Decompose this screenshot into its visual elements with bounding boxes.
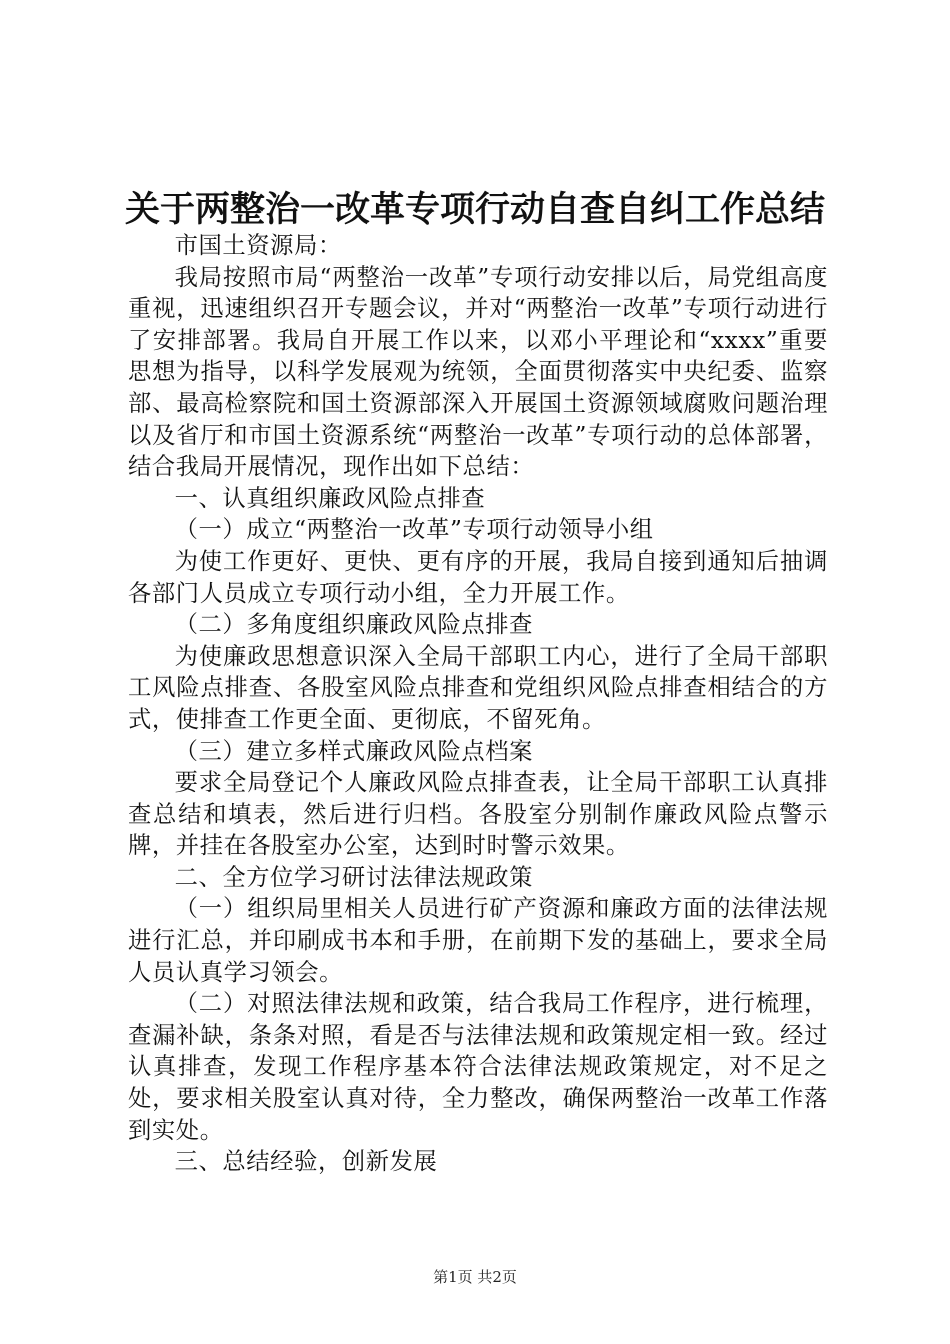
subsection-heading-1-2: （二）多角度组织廉政风险点排查 bbox=[174, 611, 534, 639]
subsection-heading-1-1: （一）成立“两整治一改革”专项行动领导小组 bbox=[174, 516, 654, 544]
paragraph-1-1: 为使工作更好、更快、更有序的开展，我局自接到通知后抽调各部门人员成立专项行动小组，全力开展工作。 bbox=[128, 547, 828, 607]
section-heading-1: 一、认真组织廉政风险点排查 bbox=[174, 484, 486, 512]
page-number-footer: 第1页 共2页 bbox=[433, 1268, 517, 1286]
document-title: 关于两整治一改革专项行动自查自纠工作总结 bbox=[124, 190, 825, 230]
intro-paragraph: 我局按照市局“两整治一改革”专项行动安排以后，局党组高度重视，迅速组织召开专题会议，并对“两整治一改革”专项行动进行了安排部署。我局自开展工作以来，以邓小平理论和“xxxx”重要思想为指导，以科学发展观为统领，全面贯彻落实中央纪委、监察部、最高检察院和国土资源部深入开展国土资源领域腐败问题治理以及省厅和市国土资源系统“两整治一改革”专项行动的总体部署，结合我局开展情况，现作出如下总结： bbox=[128, 263, 828, 481]
salutation: 市国土资源局： bbox=[174, 232, 342, 259]
paragraph-2-2: （二）对照法律法规和政策，结合我局工作程序，进行梳理，查漏补缺，条条对照，看是否与法律法规和政策规定相一致。经过认真排查，发现工作程序基本符合法律法规政策规定，对不足之处，要求相关股室认真对待，全力整改，确保两整治一改革工作落到实处。 bbox=[128, 990, 828, 1144]
paragraph-1-2: 为使廉政思想意识深入全局干部职工内心，进行了全局干部职工风险点排查、各股室风险点排查和党组织风险点排查相结合的方式，使排查工作更全面、更彻底，不留死角。 bbox=[128, 642, 828, 733]
section-heading-3: 三、总结经验，创新发展 bbox=[174, 1148, 438, 1176]
subsection-heading-1-3: （三）建立多样式廉政风险点档案 bbox=[174, 737, 534, 765]
paragraph-2-1: （一）组织局里相关人员进行矿产资源和廉政方面的法律法规进行汇总，并印刷成书本和手册，在前期下发的基础上，要求全局人员认真学习领会。 bbox=[128, 895, 828, 986]
section-heading-2: 二、全方位学习研讨法律法规政策 bbox=[174, 863, 534, 891]
document-body bbox=[128, 230, 828, 1178]
paragraph-1-3: 要求全局登记个人廉政风险点排查表，让全局干部职工认真排查总结和填表，然后进行归档。各股室分别制作廉政风险点警示牌，并挂在各股室办公室，达到时时警示效果。 bbox=[128, 769, 828, 860]
